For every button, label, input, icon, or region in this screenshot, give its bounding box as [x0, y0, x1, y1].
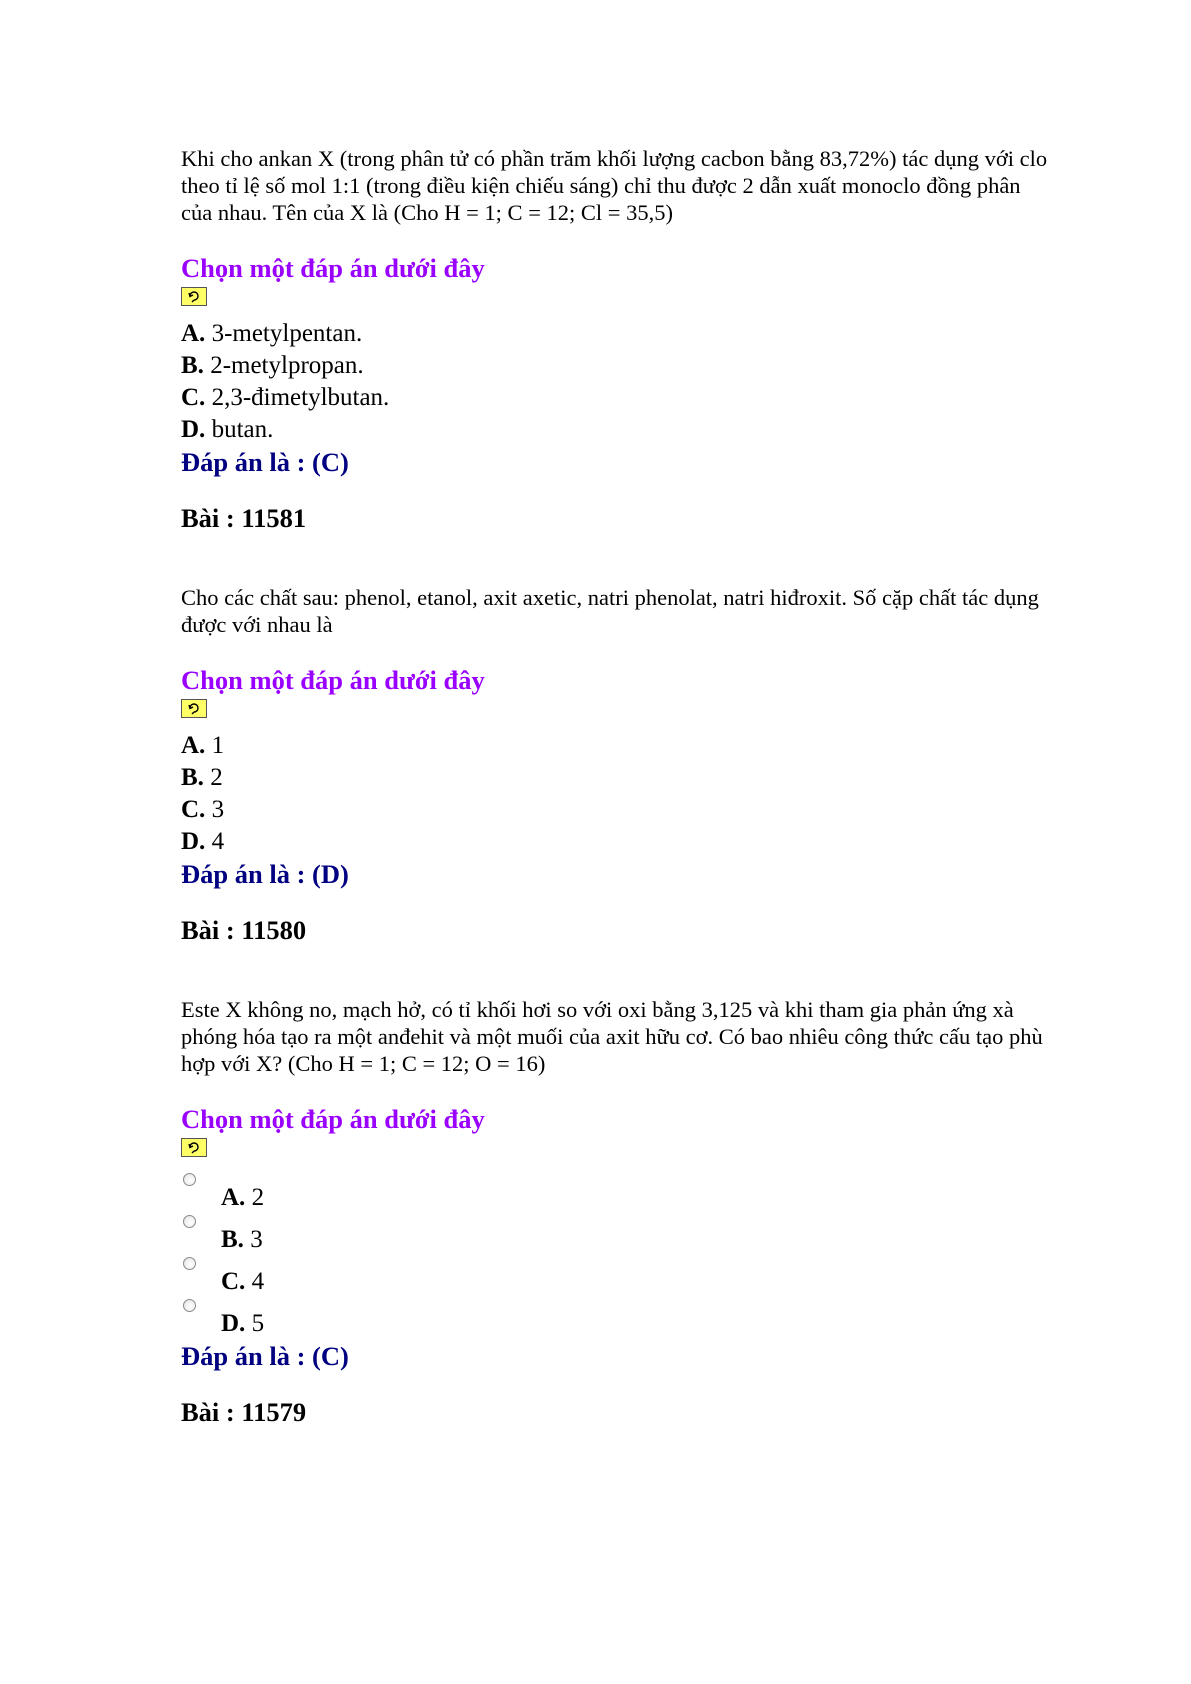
question-line: theo tỉ lệ số mol 1:1 (trong điều kiện chiếu sáng) chỉ thu được 2 dẫn xuất monoclo đồng phân — [181, 173, 1021, 198]
option-text: 2,3-đimetylbutan. — [205, 384, 390, 411]
option-text: 5 — [245, 1310, 265, 1337]
option-text: 4 — [245, 1268, 265, 1295]
option-text: 3 — [205, 796, 225, 823]
question-3-text — [181, 996, 1116, 1077]
refresh-icon[interactable] — [181, 287, 207, 306]
option-b[interactable] — [181, 762, 1116, 794]
option-b[interactable] — [181, 350, 1116, 382]
option-d[interactable] — [181, 414, 1116, 446]
option-text: 3 — [243, 1226, 263, 1253]
choose-answer-prompt: Chọn một đáp án dưới đây — [181, 1104, 485, 1134]
exercise-number: Bài : 11580 — [181, 915, 307, 945]
option-text: 3-metylpentan. — [205, 320, 363, 347]
option-letter: C. — [181, 384, 206, 411]
radio-button[interactable] — [183, 1299, 196, 1312]
option-letter: A. — [181, 732, 206, 759]
question-1-text — [181, 145, 1116, 226]
option-text: 2 — [203, 764, 223, 791]
options-list — [181, 318, 1116, 446]
options-list — [181, 1172, 1116, 1340]
radio-button[interactable] — [183, 1215, 196, 1228]
question-line: của nhau. Tên của X là (Cho H = 1; C = 12; Cl = 35,5) — [181, 200, 673, 225]
question-1 — [181, 145, 1116, 534]
question-2 — [181, 584, 1116, 946]
options-list — [181, 730, 1116, 858]
question-2-text — [181, 584, 1116, 638]
radio-button[interactable] — [183, 1257, 196, 1270]
question-line: Este X không no, mạch hở, có tỉ khối hơi so với oxi bằng 3,125 và khi tham gia phản ứng xà — [181, 997, 1014, 1022]
exercise-number: Bài : 11581 — [181, 503, 307, 533]
answer-key: Đáp án là : (C) — [181, 1341, 349, 1371]
option-letter: D. — [181, 828, 206, 855]
option-c[interactable] — [181, 1256, 1116, 1298]
question-line: hợp với X? (Cho H = 1; C = 12; O = 16) — [181, 1051, 546, 1076]
option-d[interactable] — [181, 1298, 1116, 1340]
choose-answer-prompt: Chọn một đáp án dưới đây — [181, 665, 485, 695]
choose-answer-prompt: Chọn một đáp án dưới đây — [181, 253, 485, 283]
option-a[interactable] — [181, 730, 1116, 762]
option-letter: B. — [221, 1226, 244, 1253]
document-page — [181, 145, 1116, 1428]
option-label — [221, 1182, 264, 1214]
question-line: Khi cho ankan X (trong phân tử có phần trăm khối lượng cacbon bằng 83,72%) tác dụng với clo — [181, 146, 1048, 171]
option-d[interactable] — [181, 826, 1116, 858]
option-a[interactable] — [181, 318, 1116, 350]
exercise-number: Bài : 11579 — [181, 1397, 307, 1427]
option-letter: C. — [221, 1268, 246, 1295]
option-text: butan. — [205, 416, 274, 443]
option-b[interactable] — [181, 1214, 1116, 1256]
option-c[interactable] — [181, 794, 1116, 826]
option-letter: A. — [181, 320, 206, 347]
option-label — [221, 1266, 264, 1298]
option-a[interactable] — [181, 1172, 1116, 1214]
option-c[interactable] — [181, 382, 1116, 414]
radio-button[interactable] — [183, 1173, 196, 1186]
answer-key: Đáp án là : (C) — [181, 447, 349, 477]
option-letter: D. — [181, 416, 206, 443]
option-text: 2 — [245, 1184, 265, 1211]
refresh-icon[interactable] — [181, 699, 207, 718]
option-letter: C. — [181, 796, 206, 823]
option-letter: B. — [181, 764, 204, 791]
answer-key: Đáp án là : (D) — [181, 859, 349, 889]
option-text: 2-metylpropan. — [203, 352, 364, 379]
refresh-icon[interactable] — [181, 1138, 207, 1157]
option-label — [221, 1308, 264, 1340]
option-text: 4 — [205, 828, 225, 855]
option-letter: D. — [221, 1310, 246, 1337]
option-letter: B. — [181, 352, 204, 379]
option-letter: A. — [221, 1184, 246, 1211]
option-text: 1 — [205, 732, 225, 759]
option-label — [221, 1224, 263, 1256]
question-line: Cho các chất sau: phenol, etanol, axit axetic, natri phenolat, natri hiđroxit. Số cặp chất tác dụng — [181, 585, 1039, 610]
question-line: phóng hóa tạo ra một anđehit và một muối của axit hữu cơ. Có bao nhiêu công thức cấu tạo phù — [181, 1024, 1043, 1049]
question-line: được với nhau là — [181, 612, 333, 637]
question-3 — [181, 996, 1116, 1428]
